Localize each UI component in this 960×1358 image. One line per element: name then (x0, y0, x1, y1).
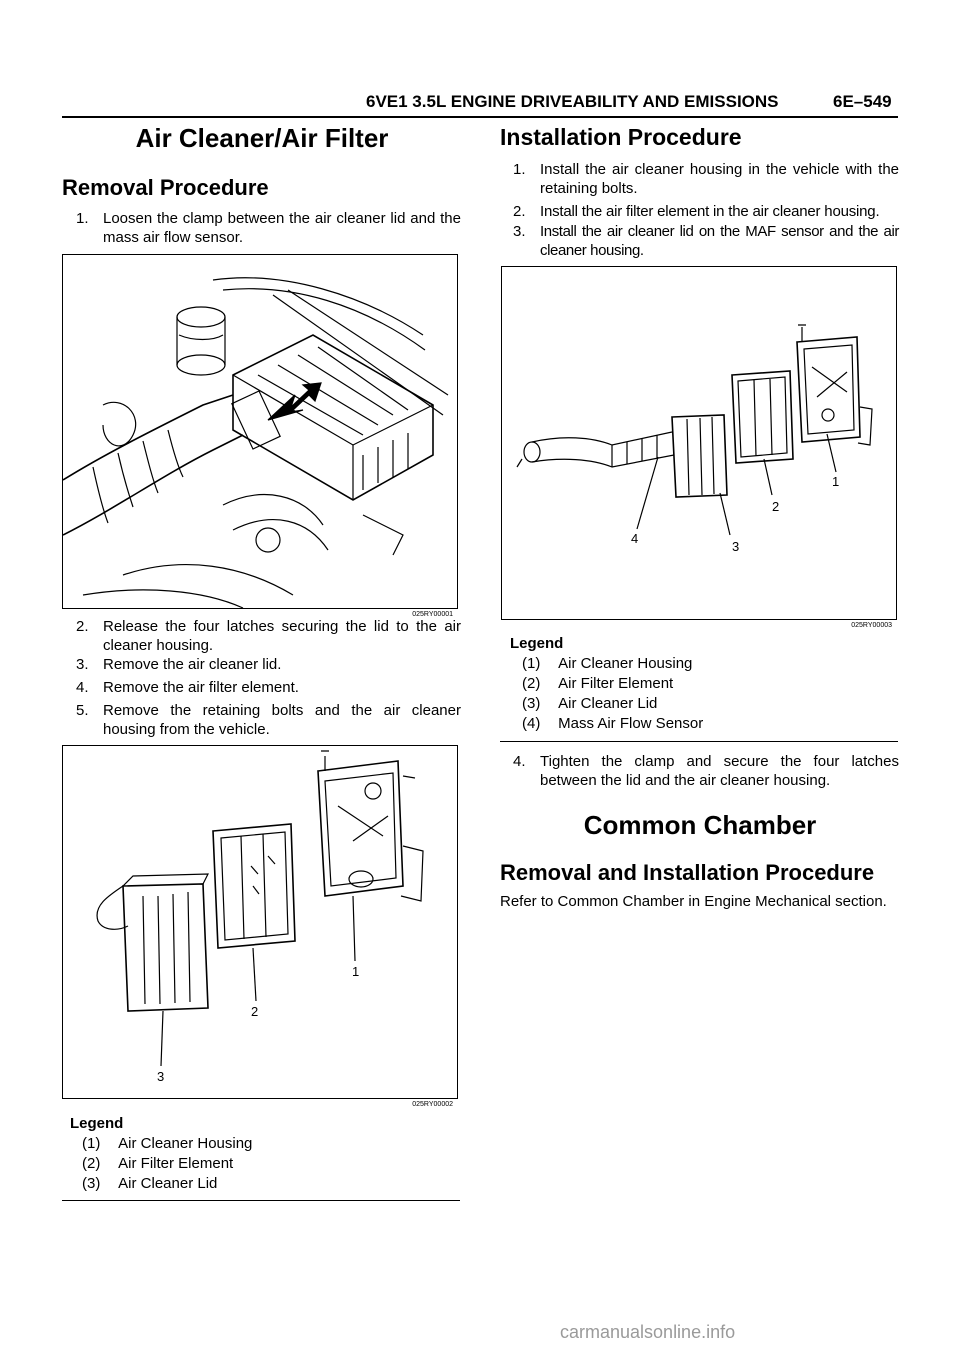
legend-item: (4) Mass Air Flow Sensor (522, 715, 704, 732)
figure2-callout-1: 1 (352, 964, 360, 979)
figure3-id: 025RY00003 (851, 622, 892, 629)
watermark: carmanualsonline.info (560, 1322, 736, 1342)
removal-step-3: 3. Remove the air cleaner lid. (76, 656, 282, 673)
install-step-2: 2. Install the air filter element in the air cleaner housing. (513, 203, 880, 220)
header-rule (62, 116, 898, 118)
common-chamber-text: Refer to Common Chamber in Engine Mechanical section. (500, 893, 887, 910)
legend-title: Legend (510, 635, 564, 652)
figure2-callout-2: 2 (251, 1004, 259, 1019)
running-header-title: 6VE1 3.5L ENGINE DRIVEABILITY AND EMISSIONS (366, 92, 779, 111)
figure-engine-bay (62, 254, 458, 618)
removal-heading: Removal Procedure (62, 175, 269, 200)
common-chamber-heading: Removal and Installation Procedure (500, 860, 875, 885)
installation-heading: Installation Procedure (500, 124, 742, 150)
common-chamber-title: Common Chamber (583, 810, 817, 840)
legend-item: (1) Air Cleaner Housing (82, 1135, 253, 1152)
legend-item: (2) Air Filter Element (82, 1155, 234, 1172)
removal-step-2: 2. Release the four latches securing the lid to the air cleaner housing. (76, 618, 461, 654)
page-number: 6E–549 (833, 92, 892, 111)
figure3-callout-1: 1 (832, 474, 840, 489)
figure3-callout-2: 2 (772, 499, 780, 514)
air-cleaner-exploded-illustration (63, 746, 457, 1098)
removal-step-5: 5. Remove the retaining bolts and the air cleaner housing from the vehicle. (76, 702, 461, 738)
figure3-callout-3: 3 (732, 539, 740, 554)
install-step-3: 3. Install the air cleaner lid on the MAF sensor and the air cleaner housing. (513, 223, 899, 259)
legend-figure3 (510, 634, 898, 734)
legend-item: (3) Air Cleaner Lid (522, 695, 658, 712)
removal-step-4: 4. Remove the air filter element. (76, 679, 299, 696)
figure1-id: 025RY00001 (412, 611, 453, 618)
figure2-id: 025RY00002 (412, 1101, 453, 1108)
install-step-4: 4. Tighten the clamp and secure the four latches between the lid and the air cleaner housing. (513, 753, 899, 789)
engine-bay-illustration (63, 255, 457, 608)
legend-figure2 (70, 1114, 460, 1194)
installation-exploded-illustration (502, 267, 896, 619)
figure-air-cleaner-exploded (62, 745, 458, 1108)
legend-item: (1) Air Cleaner Housing (522, 655, 693, 672)
figure3-callout-4: 4 (631, 531, 639, 546)
legend-rule (62, 1200, 460, 1201)
section-title: Air Cleaner/Air Filter (135, 123, 389, 153)
install-step-1: 1. Install the air cleaner housing in the vehicle with the retaining bolts. (513, 161, 899, 197)
legend-title: Legend (70, 1115, 124, 1132)
removal-step-1: 1. Loosen the clamp between the air cleaner lid and the mass air flow sensor. (76, 210, 461, 246)
legend-item: (3) Air Cleaner Lid (82, 1175, 218, 1192)
legend-rule (500, 741, 898, 742)
figure-installation-exploded (501, 266, 897, 629)
figure2-callout-3: 3 (157, 1069, 165, 1084)
legend-item: (2) Air Filter Element (522, 675, 674, 692)
